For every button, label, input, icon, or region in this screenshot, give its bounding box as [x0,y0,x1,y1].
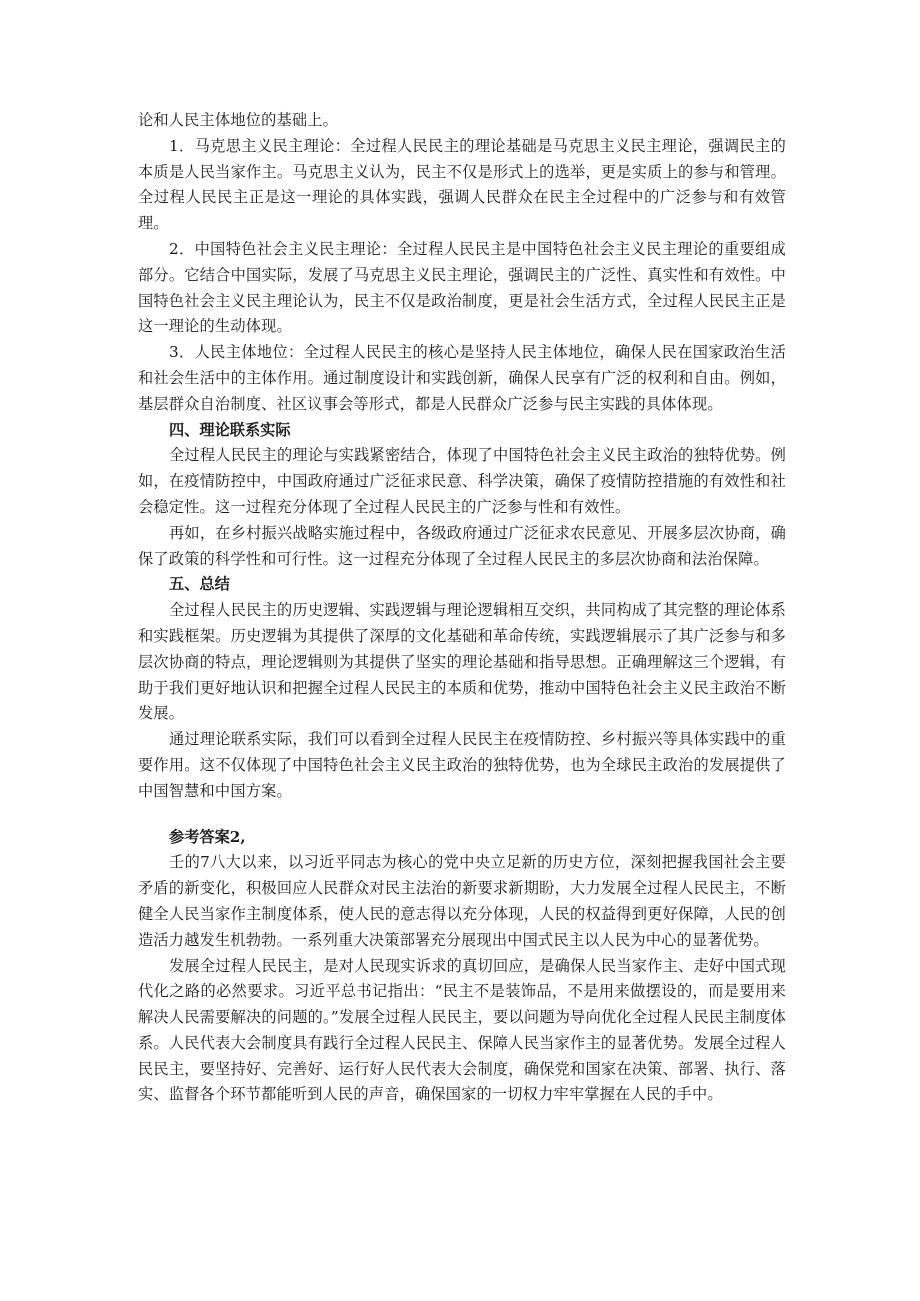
paragraph-socialist-theory: 2．中国特色社会主义民主理论：全过程人民民主是中国特色社会主义民主理论的重要组成部分。它结合中国实际，发展了马克思主义民主理论，强调民主的广泛性、真实性和有效性。中国特色社会主义民主理论认为，民主不仅是政治制度，更是社会生活方式，全过程人民民主正是这一理论的生动体现。 [138,239,786,336]
paragraph-summary-1: 全过程人民民主的历史逻辑、实践逻辑与理论逻辑相互交织，共同构成了其完整的理论体系和实践框架。历史逻辑为其提供了深厚的文化基础和革命传统，实践逻辑展示了其广泛参与和多层次协商的特点，理论逻辑则为其提供了坚实的理论基础和指导思想。正确理解这三个逻辑，有助于我们更好地认识和把握全过程人民民主的本质和优势，推动中国特色社会主义民主政治不断发展。 [138,601,786,723]
paragraph-continuation: 论和人民主体地位的基础上。 [138,111,339,129]
paragraph-practice-2: 再如，在乡村振兴战略实施过程中，各级政府通过广泛征求农民意见、开展多层次协商，确保了政策的科学性和可行性。这一过程充分体现了全过程人民民主的多层次协商和法治保障。 [138,523,786,568]
paragraph-answer-2: 发展全过程人民民主，是对人民现实诉求的真切回应，是确保人民当家作主、走好中国式现代化之路的必然要求。习近平总书记指出：“民主不是装饰品，不是用来做摆设的，而是要用来解决人民需要解决的问题的。”发展全过程人民民主，要以问题为导向优化全过程人民民主制度体系。人民代表大会制度具有践行全过程人民民主、保障人民当家作主的显著优势。发展全过程人民民主，要坚持好、完善好、运行好人民代表大会制度，确保党和国家在决策、部署、执行、落实、监督各个环节都能听到人民的声音，确保国家的一切权力牢牢掌握在人民的手中。 [138,956,786,1104]
paragraph-summary-2: 通过理论联系实际，我们可以看到全过程人民民主在疫情防控、乡村振兴等具体实践中的重要作用。这不仅体现了中国特色社会主义民主政治的独特优势，也为全球民主政治的发展提供了中国智慧和中国方案。 [138,730,786,800]
paragraph-people-subject: 3．人民主体地位：全过程人民民主的核心是坚持人民主体地位，确保人民在国家政治生活和社会生活中的主体作用。通过制度设计和实践创新，确保人民享有广泛的权利和自由。例如，基层群众自治制度、社区议事会等形式，都是人民群众广泛参与民主实践的具体体现。 [138,343,786,413]
spacer [138,805,786,825]
paragraph-practice-1: 全过程人民民主的理论与实践紧密结合，体现了中国特色社会主义民主政治的独特优势。例如，在疫情防控中，中国政府通过广泛征求民意、科学决策，确保了疫情防控措施的有效性和社会稳定性。这一过程充分体现了全过程人民民主的广泛参与性和有效性。 [138,446,786,516]
answer-heading: 参考答案2, [169,827,246,846]
section-heading-5: 五、总结 [169,575,230,594]
paragraph-answer-1: 壬的7八大以来，以习近平同志为核心的党中央立足新的历史方位，深刻把握我国社会主要矛盾的新变化，积极回应人民群众对民主法治的新要求新期盼，大力发展全过程人民民主，不断健全人民当家作主制度体系，使人民的意志得以充分体现，人民的权益得到更好保障，人民的创造活力越发生机勃勃。一系列重大决策部署充分展现出中国式民主以人民为中心的显著优势。 [138,853,786,949]
document-page [138,108,786,1108]
section-heading-4: 四、理论联系实际 [169,420,291,439]
paragraph-marxist-theory: 1．马克思主义民主理论：全过程人民民主的理论基础是马克思主义民主理论，强调民主的本质是人民当家作主。马克思主义认为，民主不仅是形式上的选举，更是实质上的参与和管理。全过程人民民主正是这一理论的具体实践，强调人民群众在民主全过程中的广泛参与和有效管理。 [138,136,786,233]
